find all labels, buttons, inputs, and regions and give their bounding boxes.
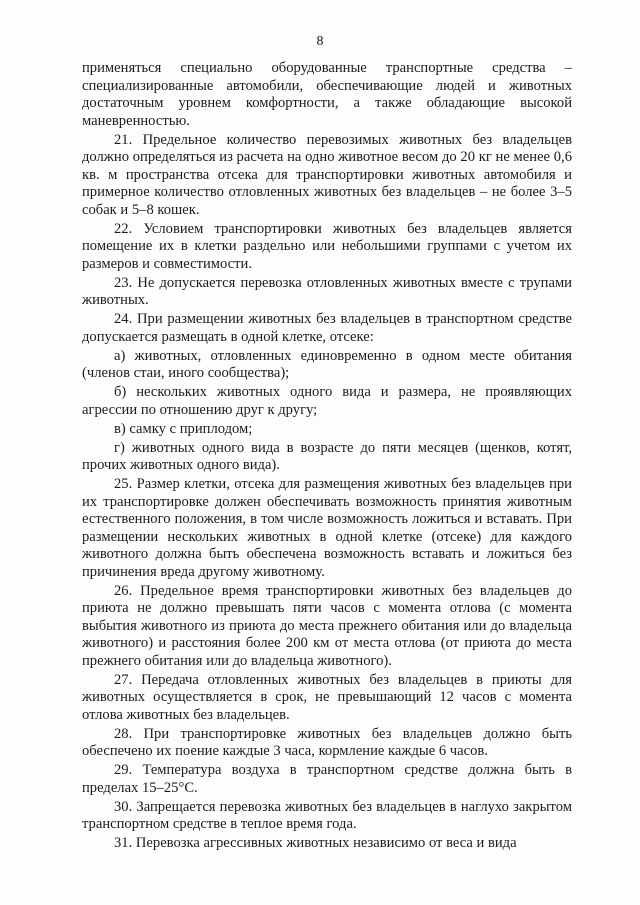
paragraph-24: 24. При размещении животных без владельцев в транспортном средстве допускается размещать в одной клетке, отсеке: (82, 311, 572, 345)
paragraph-21: 21. Предельное количество перевозимых животных без владельцев должно определяться из расчета на одно животное весом до 20 кг не менее 0,6 кв. м пространства отсека для транспортировки животных автомобиля и примерное количество отловленных животных без владельцев – не более 3–5 собак и 5–8 кошек. (82, 131, 572, 218)
paragraph-28: 28. При транспортировке животных без владельцев должно быть обеспечено их поение каждые 3 часа, кормление каждые 6 часов. (82, 725, 572, 759)
document-body (82, 60, 572, 854)
paragraph-23: 23. Не допускается перевозка отловленных животных вместе с трупами животных. (82, 274, 572, 308)
paragraph-29: 29. Температура воздуха в транспортном средстве должна быть в пределах 15–25°С. (82, 762, 572, 796)
paragraph-22: 22. Условием транспортировки животных без владельцев является помещение их в клетки раздельно или небольшими группами с учетом их размеров и совместимости. (82, 220, 572, 272)
paragraph-26: 26. Предельное время транспортировки животных без владельцев до приюта не должно превышать пяти часов с момента отлова (с момента выбытия животного из приюта до места прежнего обитания или до владельца животного) и расстояния более 200 км от места отлова (от приюта до места прежнего обитания или до владельца животного). (82, 582, 572, 669)
page-number: 8 (316, 34, 324, 49)
paragraph-24-a: а) животных, отловленных единовременно в одном месте обитания (членов стаи, иного сообщества); (82, 347, 572, 381)
paragraph-25: 25. Размер клетки, отсека для размещения животных без владельцев при их транспортировке должен обеспечивать возможность принятия животным естественного положения, в том числе возможность ложиться и вставать. При размещении нескольких животных в одной клетке (отсеке) для каждого животного должна быть обеспечена возможность вставать и ложиться без причинения вреда другому животному. (82, 476, 572, 580)
paragraph-31: 31. Перевозка агрессивных животных независимо от веса и вида (114, 835, 517, 851)
paragraph-24-v: в) самку с приплодом; (114, 420, 253, 437)
paragraph-24-g: г) животных одного вида в возрасте до пяти месяцев (щенков, котят, прочих животных одного вида). (82, 439, 572, 473)
paragraph-27: 27. Передача отловленных животных без владельцев в приюты для животных осуществляется в срок, не превышающий 12 часов с момента отлова животных без владельцев. (82, 671, 572, 723)
paragraph-24-b: б) нескольких животных одного вида и размера, не проявляющих агрессии по отношению друг к другу; (82, 384, 572, 418)
paragraph-continuation: применяться специально оборудованные транспортные средства – специализированные автомобили, обеспечивающие людей и животных достаточным уровнем комфортности, а также обладающие высокой маневренностью. (82, 60, 572, 129)
paragraph-30: 30. Запрещается перевозка животных без владельцев в наглухо закрытом транспортном средстве в теплое время года. (82, 798, 572, 832)
